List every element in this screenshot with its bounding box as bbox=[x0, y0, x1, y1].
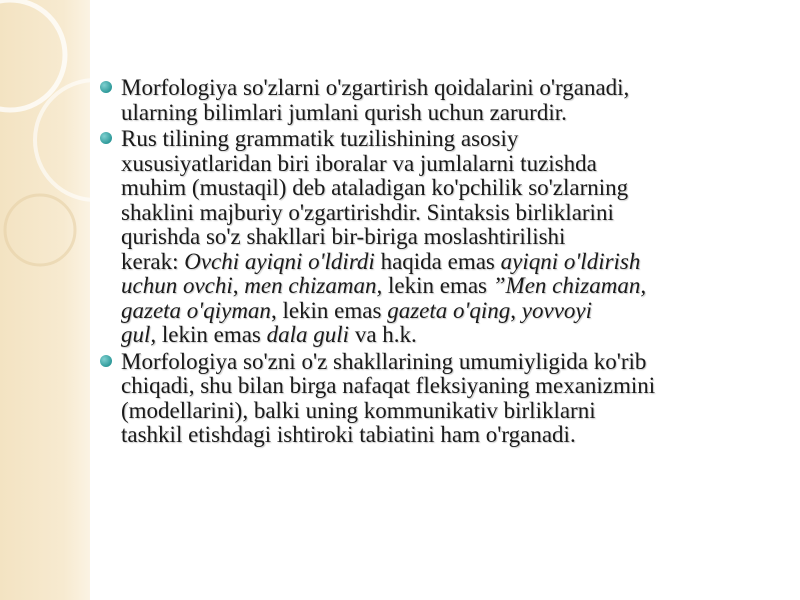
text-run: lekin emas bbox=[382, 273, 493, 298]
example-italic: Ovchi ayiqni o'ldirdi bbox=[184, 248, 375, 274]
text-line: qurishda so'z shakllari bir-biriga moslashtirilishi bbox=[121, 224, 566, 249]
text-line: xususiyatlaridan biri iboralar va jumlalarni tuzishda bbox=[121, 150, 597, 176]
text-line: Rus tilining grammatik tuzilishining asosiy bbox=[121, 126, 519, 151]
text-line bbox=[121, 299, 780, 324]
text-run: , bbox=[232, 273, 245, 298]
example-italic: gazeta o'qing bbox=[387, 297, 511, 323]
text-line: tashkil etishdagi ishtiroki tabiatini ham o'rganadi. bbox=[121, 422, 576, 447]
text-run: haqida emas bbox=[374, 248, 501, 274]
bullet-item bbox=[100, 127, 780, 348]
bullet-dot-icon bbox=[100, 81, 112, 93]
decorative-swirl bbox=[0, 0, 90, 600]
example-italic: ”Men chizaman, bbox=[492, 273, 647, 298]
text-run: va h.k. bbox=[349, 322, 417, 347]
text-line bbox=[121, 274, 780, 299]
text-line bbox=[121, 323, 780, 348]
slide-content bbox=[100, 76, 780, 448]
bullet-dot-icon bbox=[100, 132, 112, 144]
text-line: shaklini majburiy o'zgartirishdir. Sintaksis birliklarini bbox=[121, 199, 614, 225]
bullet-item bbox=[100, 76, 780, 125]
example-italic: men chizaman, bbox=[244, 273, 383, 298]
text-line: muhim (mustaqil) deb ataladigan ko'pchilik so'zlarning bbox=[121, 175, 629, 200]
text-line: Morfologiya so'zlarni o'zgartirish qoidalarini o'rganadi, bbox=[121, 75, 630, 100]
example-italic: gazeta o'qiyman bbox=[121, 297, 271, 323]
decorative-side-band bbox=[0, 0, 90, 600]
text-line: ularning bilimlari jumlani qurish uchun zarurdir. bbox=[121, 99, 567, 125]
example-italic: dala guli bbox=[266, 322, 350, 347]
text-line: (modellarini), balki uning kommunikativ birliklarni bbox=[121, 397, 596, 423]
text-run: kerak: bbox=[121, 248, 185, 274]
example-italic: gul, bbox=[121, 322, 157, 347]
text-run: lekin emas bbox=[156, 322, 267, 347]
example-italic: yovvoyi bbox=[521, 297, 593, 323]
example-italic: ayiqni o'ldirish bbox=[500, 248, 641, 274]
bullet-dot-icon bbox=[100, 355, 112, 367]
example-italic: uchun ovchi bbox=[121, 273, 233, 298]
text-run: , bbox=[510, 297, 522, 323]
bullet-item bbox=[100, 350, 780, 448]
text-line: Morfologiya so'zni o'z shakllarining umumiyligida ko'rib bbox=[121, 348, 647, 374]
text-line bbox=[121, 250, 780, 275]
text-run: , lekin emas bbox=[270, 297, 388, 323]
text-line: chiqadi, shu bilan birga nafaqat fleksiyaning mexanizmini bbox=[121, 373, 656, 398]
